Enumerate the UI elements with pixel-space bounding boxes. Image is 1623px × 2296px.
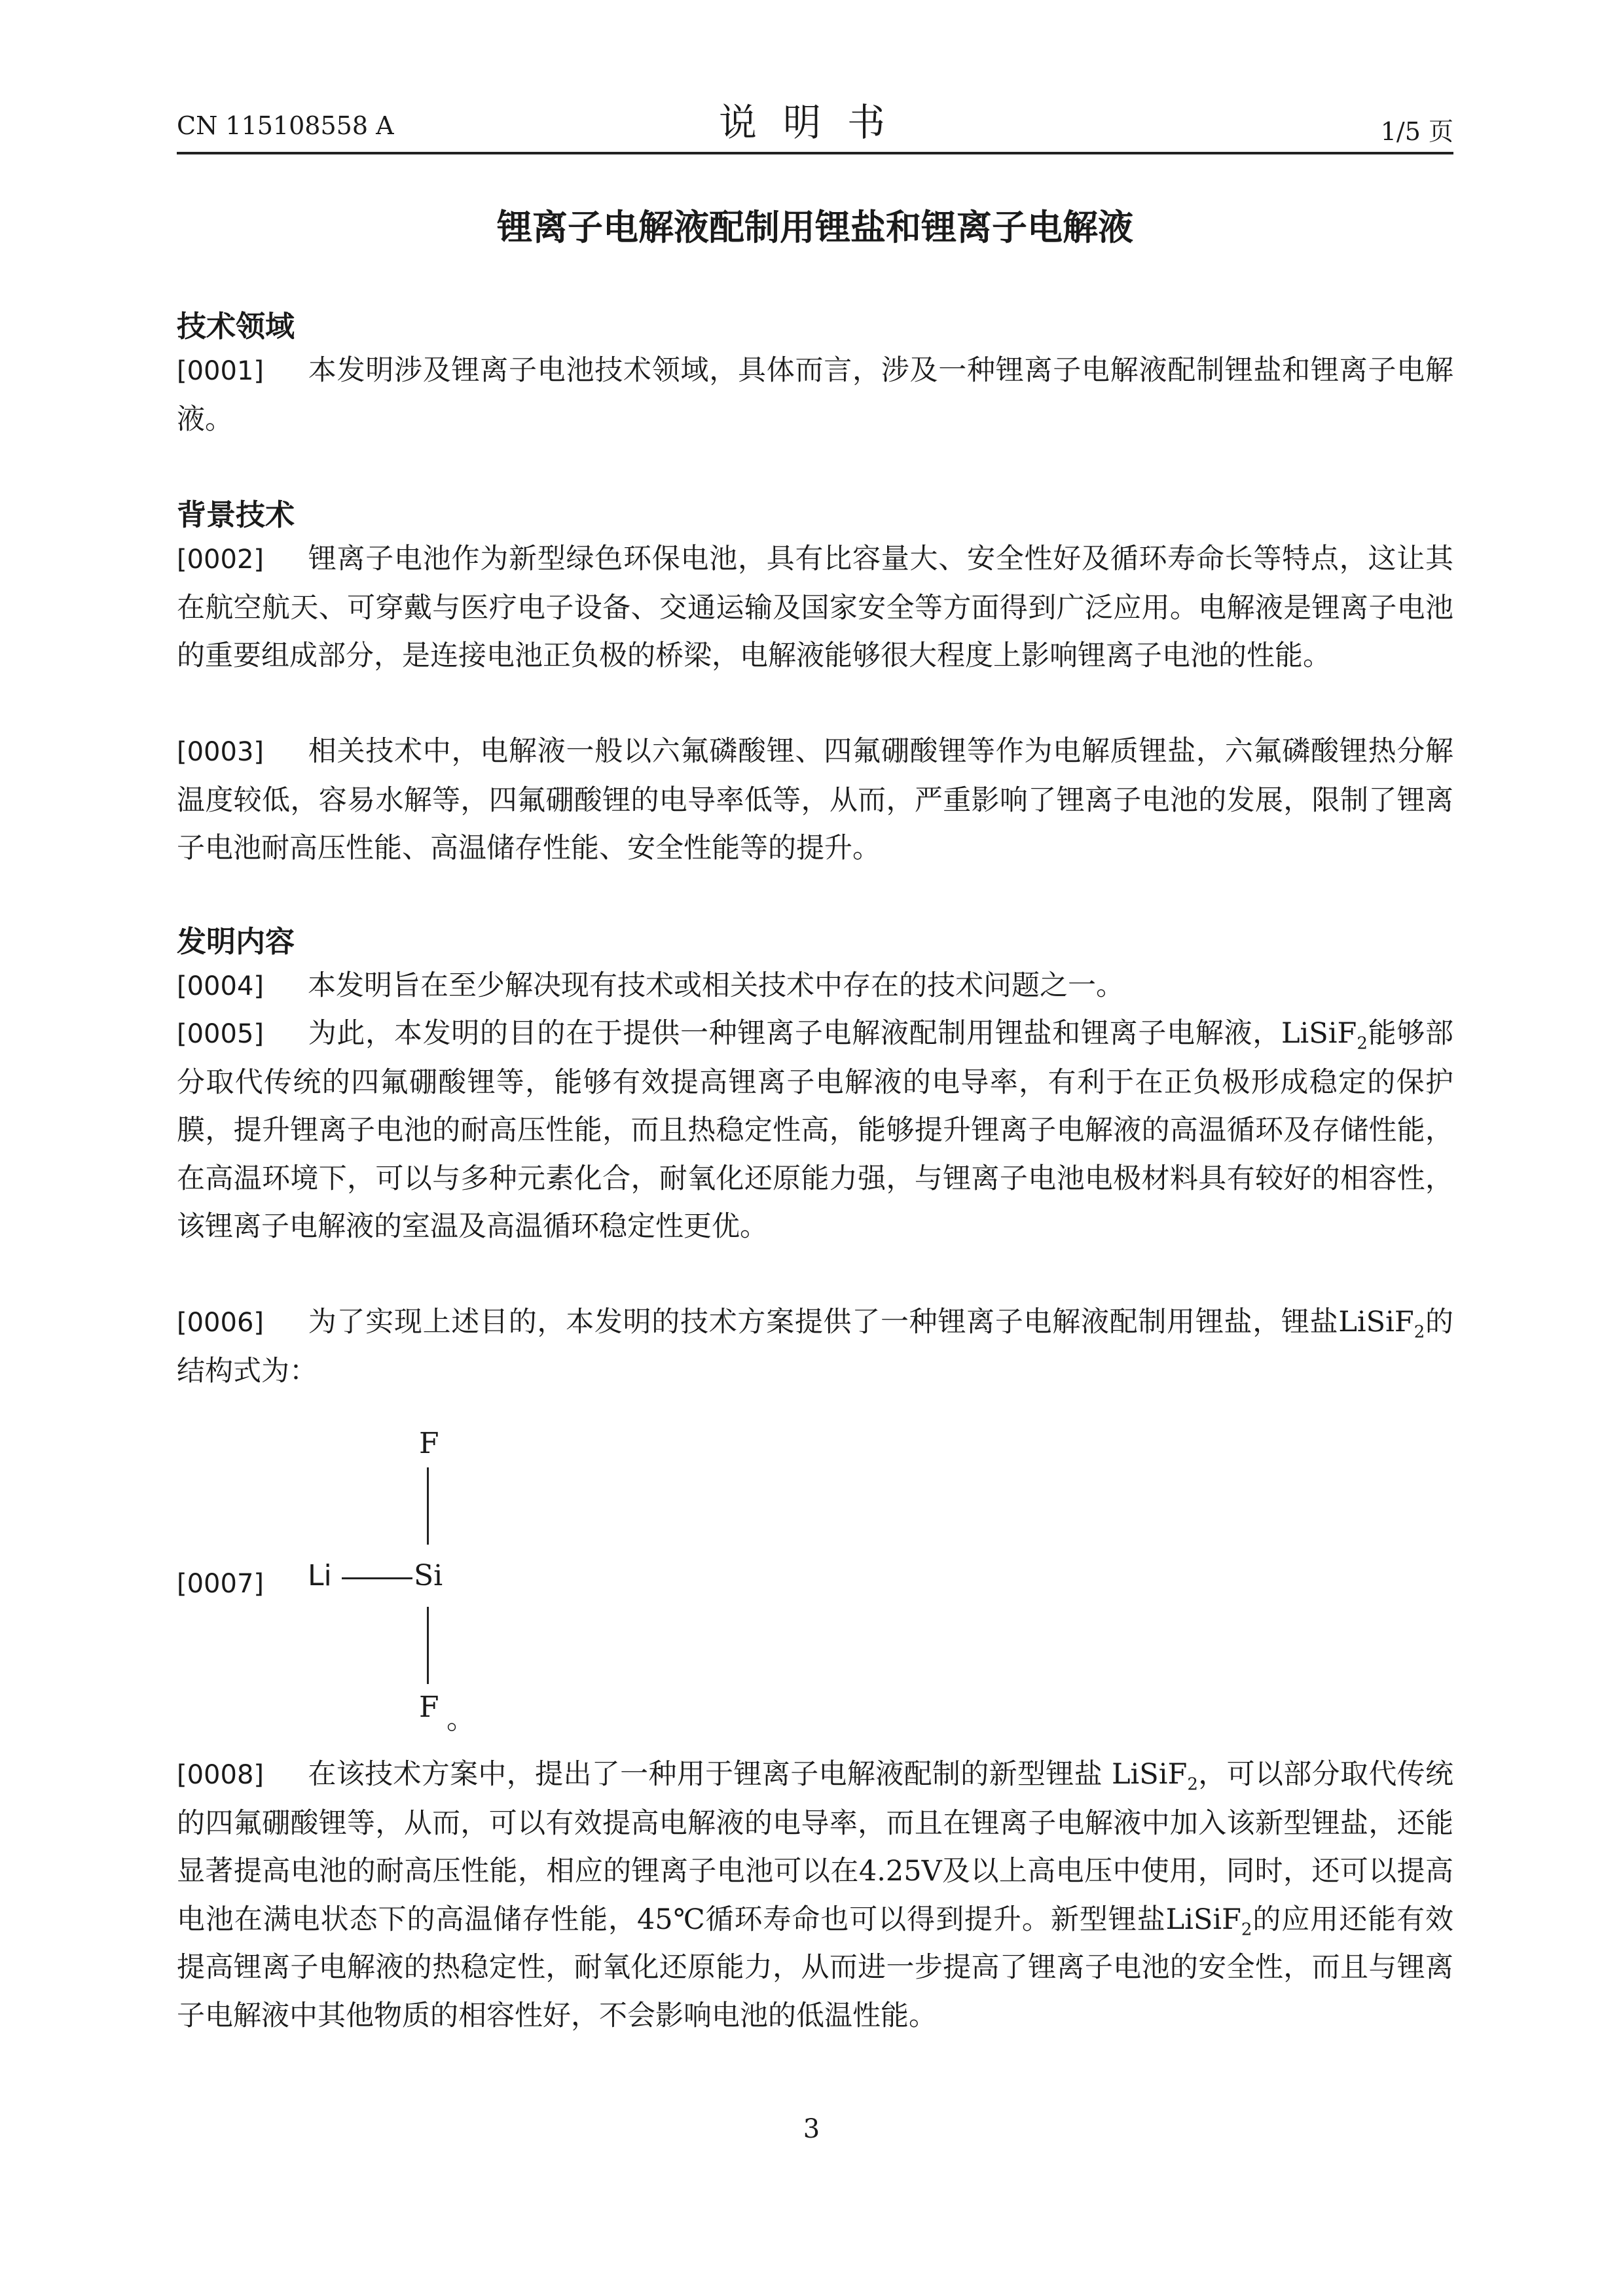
document-number: CN 115108558 A: [177, 111, 394, 140]
bond-top: [427, 1467, 429, 1545]
paragraph-text: 为了实现上述目的，本发明的技术方案提供了一种锂离子电解液配制用锂盐，锂盐LiSiF: [308, 1306, 1414, 1338]
page-number: 3: [803, 2114, 820, 2144]
page-indicator: 1/5 页: [1380, 117, 1453, 146]
paragraph-text: 在该技术方案中，提出了一种用于锂离子电解液配制的新型锂盐 LiSiF: [308, 1758, 1188, 1791]
bond-bottom: [427, 1607, 429, 1684]
paragraph-text-cont: 的应用还能有效提高锂离子电解液的热稳定性，耐氧化还原能力，从而进一步提高了锂离子电池的安全性，而且与锂离子电解液中其他物质的相容性好，不会影响电池的低温性能。: [177, 1903, 1454, 2032]
paragraph-0006: [177, 1299, 1453, 1395]
paragraph-0001: [177, 347, 1453, 444]
structural-formula: [308, 1427, 504, 1741]
page-header: [177, 92, 1453, 157]
paragraph-text-cont: 能够部分取代传统的四氟硼酸锂等，能够有效提高锂离子电解液的电导率，有利于在正负极形成稳定的保护膜，提升锂离子电池的耐高压性能，而且热稳定性高，能够提升锂离子电解液的高温循环及存储性能，在高温环境下，可以与多种元素化合，耐氧化还原能力强，与锂离子电池电极材料具有较好的相容性，该锂离子电解液的室温及高温循环稳定性更优。: [177, 1017, 1453, 1243]
section-title-background: 背景技术: [177, 497, 295, 532]
paragraph-text: 为此，本发明的目的在于提供一种锂离子电解液配制用锂盐和锂离子电解液，LiSiF: [308, 1017, 1357, 1050]
paragraph-number: [0008]: [177, 1760, 264, 1790]
paragraph-text: 本发明旨在至少解决现有技术或相关技术中存在的技术问题之一。: [308, 969, 1124, 1002]
section-title-tech-field: 技术领域: [177, 309, 295, 344]
paragraph-number: [0001]: [177, 356, 264, 386]
paragraph-text-cont: ，可以部分取代传统的四氟硼酸锂等，从而，可以有效提高电解液的电导率，而且在锂离子电解液中加入该新型锂盐，还能显著提高电池的耐高压性能，相应的锂离子电池可以在4.25V及以上高电压中使用，同时，还可以提高电池在满电状态下的高温储存性能，45℃循环寿命也可以得到提升。新型锂盐LiSiF: [177, 1758, 1454, 1936]
subscript: 2: [1187, 1774, 1198, 1795]
paragraph-number: [0005]: [177, 1019, 264, 1049]
atom-fluorine-bottom: F: [419, 1691, 439, 1724]
atom-lithium: Li: [308, 1559, 332, 1592]
paragraph-0003: [177, 728, 1453, 873]
paragraph-number: [0003]: [177, 737, 264, 767]
bond-left: [342, 1577, 412, 1579]
atom-silicon: Si: [414, 1559, 443, 1592]
paragraph-text: 相关技术中，电解液一般以六氟磷酸锂、四氟硼酸锂等作为电解质锂盐，六氟磷酸锂热分解温度较低，容易水解等，四氟硼酸锂的电导率低等，从而，严重影响了锂离子电池的发展，限制了锂离子电池耐高压性能、高温储存性能、安全性能等的提升。: [177, 735, 1453, 865]
atom-fluorine-top: F: [419, 1427, 439, 1460]
paragraph-0002: [177, 535, 1453, 681]
subscript: 2: [1413, 1322, 1425, 1342]
paragraph-0004: [177, 962, 1453, 1011]
paragraph-number: [0002]: [177, 545, 264, 575]
subscript: 2: [1241, 1920, 1252, 1940]
paragraph-number: [0004]: [177, 971, 264, 1001]
paragraph-text-cont: 的结构式为：: [177, 1306, 1453, 1388]
paragraph-number: [0007]: [177, 1569, 264, 1599]
paragraph-number: [0006]: [177, 1308, 264, 1338]
header-title: 说明书: [718, 100, 911, 145]
paragraph-text: 锂离子电池作为新型绿色环保电池，具有比容量大、安全性好及循环寿命长等特点，这让其在航空航天、可穿戴与医疗电子设备、交通运输及国家安全等方面得到广泛应用。电解液是锂离子电池的重要组成部分，是连接电池正负极的桥梁，电解液能够很大程度上影响锂离子电池的性能。: [177, 543, 1453, 672]
subscript: 2: [1357, 1033, 1368, 1054]
header-rule: [177, 152, 1453, 154]
document-title: 锂离子电解液配制用锂盐和锂离子电解液: [497, 207, 1133, 248]
paragraph-0007: [177, 1560, 308, 1609]
formula-end-mark: 。: [447, 1702, 475, 1736]
paragraph-0008: [177, 1751, 1453, 2040]
paragraph-0005: [177, 1010, 1453, 1251]
paragraph-text: 本发明涉及锂离子电池技术领域，具体而言，涉及一种锂离子电解液配制锂盐和锂离子电解液。: [177, 354, 1453, 436]
section-title-invention: 发明内容: [177, 924, 295, 959]
